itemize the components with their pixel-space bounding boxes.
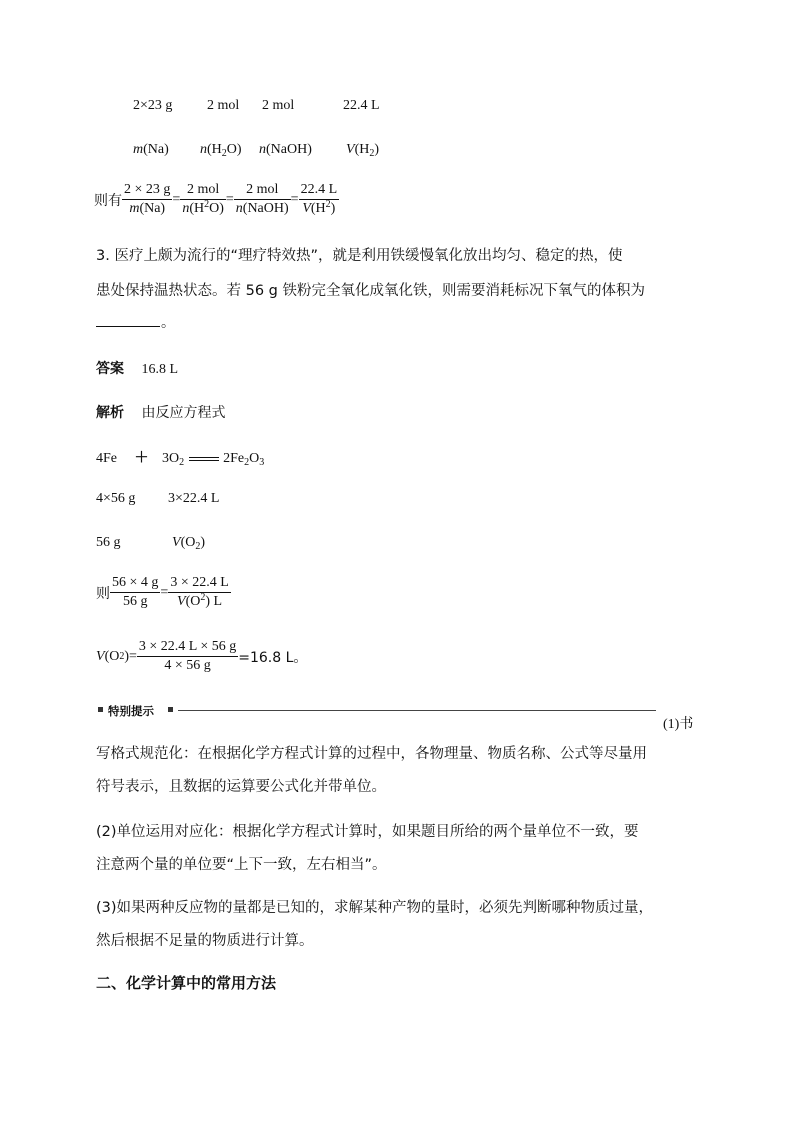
tip-item-1-start: (1)书 [663,717,694,732]
eq1-fraction-2: $\frac{\text{2 mol}}{n(H^2O)}$ [182,182,224,216]
analysis-label: 解析 [96,405,124,421]
row2-cell-3: n(NaOH) [259,142,312,157]
eq3-fraction: $\frac{3 \times 22.4 L \times 56 g}{4 \times 56 g}$ [138,639,237,673]
eq1-fraction-1: $\frac{2 \times 23 g}{m(Na)}$ [124,182,171,216]
question-3-line-2: 患处保持温热状态。若 56 g 铁粉完全氧化成氧化铁，则需要消耗标况下氧气的体积为 [96,283,645,299]
eq1-fraction-4: $\frac{22.4 L}{V(H^2)}$ [300,182,338,216]
equation-1: 则有 $\frac{2 \times 23 g}{m(Na)}$ = $\frac{\text{2 mol}}{n(H^2O)}$ = $\frac{\text{2 mol}}{\text{n(NaOH)}}$ = $\frac{22.4 L}{V(H^2)}$ [94,182,338,216]
tip-square-left-icon [98,707,103,712]
tip-item-2-line-1: (2)单位运用对应化：根据化学方程式计算时，如果题目所给的两个量单位不一致，要 [96,824,639,840]
answer-blank [96,312,160,327]
question-3-line-1: 3. 医疗上颇为流行的“理疗特效热”，就是利用铁缓慢氧化放出均匀、稳定的热，使 [96,248,623,264]
tip-item-3-line-2: 然后根据不足量的物质进行计算。 [96,933,314,949]
section-heading: 二、化学计算中的常用方法 [96,974,277,992]
answer-value: 16.8 L [141,362,179,377]
row4-cell-1: 56 g [96,535,121,550]
tip-item-1-line-2: 符号表示，且数据的运算要公式化并带单位。 [96,779,386,795]
tip-item-1-line-1: 写格式规范化：在根据化学方程式计算的过程中，各物理量、物质名称、公式等尽量用 [96,746,647,762]
row1-cell-4: 22.4 L [343,98,380,113]
tip-item-2-line-2: 注意两个量的单位要“上下一致，左右相当”。 [96,857,387,873]
row1-cell-3: 2 mol [262,98,295,113]
eq1-fraction-3: $\frac{\text{2 mol}}{\text{n(NaOH)}}$ [235,182,289,216]
tip-divider [178,710,656,711]
tip-item-3-line-1: (3)如果两种反应物的量都是已知的，求解某种产物的量时，必须先判断哪种物质过量， [96,900,654,916]
reaction-arrow [189,457,219,461]
equation-3: V (O 2 )= $\frac{3 \times 22.4 L \times 56 g}{4 \times 56 g}$ =16.8 L。 [96,639,308,673]
analysis-text: 由反应方程式 [141,405,226,421]
eq1-prefix: 则有 [94,192,122,209]
tip-title: 特别提示 [108,704,154,718]
equation-2: 则 $\frac{56 \times 4 g}{56 g}$ = $\frac{3 \times 22.4 L}{V(O^2) L}$ [96,575,229,609]
row2-cell-2: $n(H_2O)$ [200,142,242,159]
row2-cell-1: m(Na) [133,142,169,157]
answer-label: 答案 [96,361,124,377]
row1-cell-1: 2×23 g [133,98,173,113]
question-3-end: 。 [161,315,175,331]
tip-square-right-icon [168,707,173,712]
row4-cell-2: $V(O_2)$ [172,535,206,552]
eq2-fraction-2: $\frac{3 \times 22.4 L}{V(O^2) L}$ [170,575,229,609]
tip-header [98,704,656,718]
answer-line [96,358,178,378]
row3-cell-2: 3×22.4 L [168,491,220,506]
reaction-equation: $4Fe + 3O_2$ $2Fe_2O_3$ [96,451,265,468]
eq2-fraction-1: $\frac{56 \times 4 g}{56 g}$ [112,575,159,609]
row2-cell-4: $V(H_2)$ [346,142,380,159]
row1-cell-2: 2 mol [207,98,240,113]
row3-cell-1: 4×56 g [96,491,136,506]
analysis-line [96,402,226,422]
